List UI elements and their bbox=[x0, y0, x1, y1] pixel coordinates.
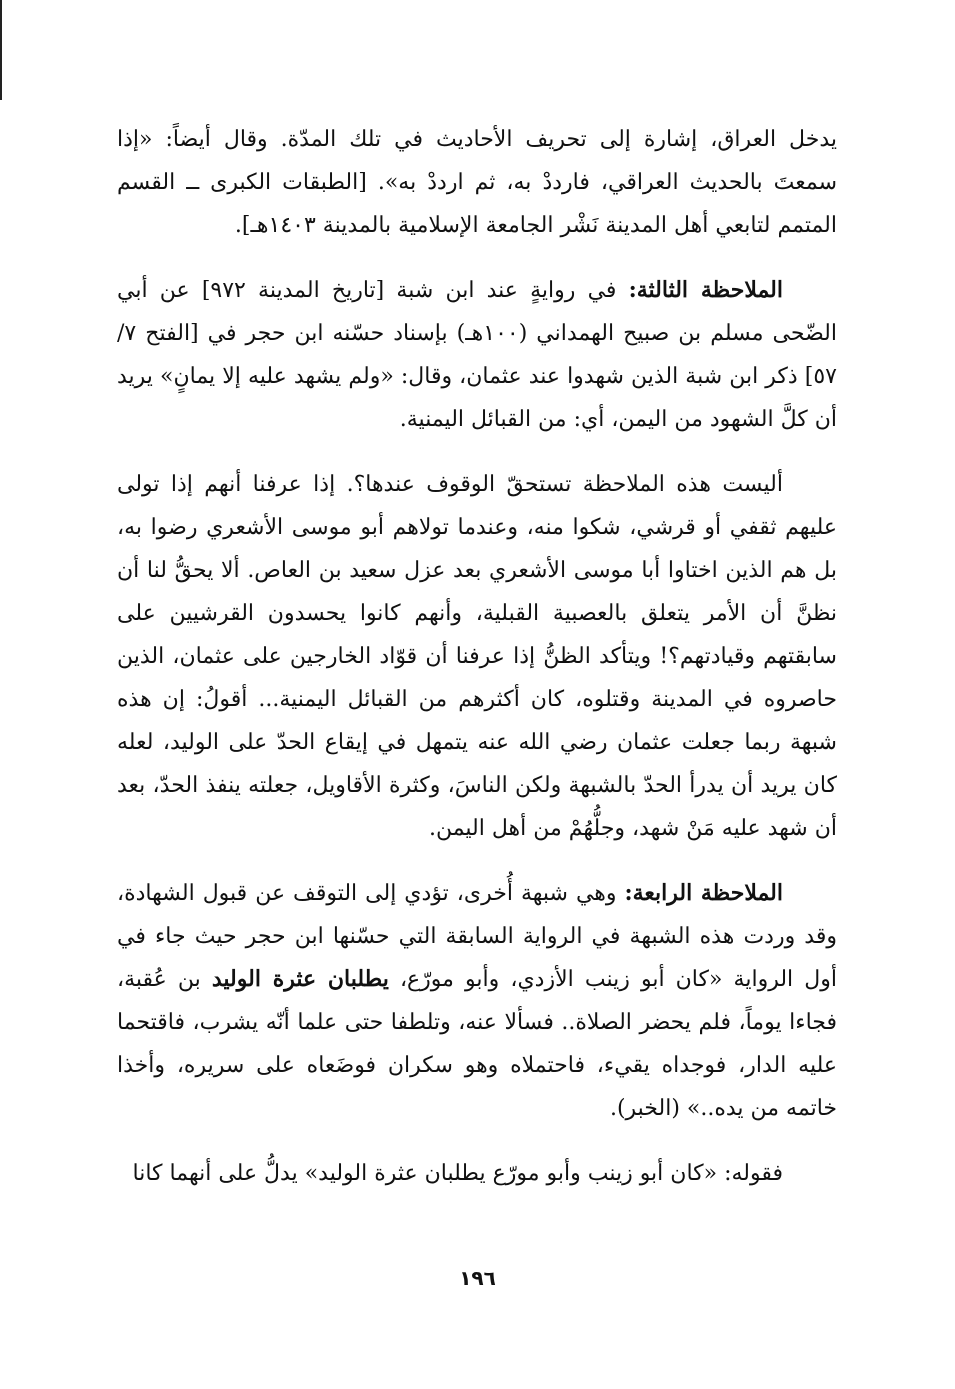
paragraph-third-note bbox=[117, 269, 837, 441]
paragraph-final bbox=[117, 1152, 837, 1195]
paragraph-text: وهي شبهة أُخرى، تؤدي إلى التوقف عن قبول الشهادة، وقد وردت هذه الشبهة في الرواية السابقة التي حسّنها ابن حجر حيث جاء في أول الرواية «كان أبو زينب الأزدي، وأبو مورّع، bbox=[117, 881, 837, 992]
page-number: ١٩٦ bbox=[459, 1266, 496, 1290]
paragraph-text: بن عُقبة، فجاءا يوماً، فلم يحضر الصلاة.. فسألا عنه، وتلطفا حتى علما أنّه يشرب، فاقتحما عليه الدار، فوجداه يقيء، فاحتملاه وهو سكران فوضَعاه على سريره، وأخذا خاتمه من يده..» (الخبر). bbox=[117, 967, 837, 1121]
paragraph-text: أليست هذه الملاحظة تستحقّ الوقوف عندها؟. إذا عرفنا أنهم إذا تولى عليهم ثقفي أو قرشي، شكوا منه، وعندما تولاهم أبو موسى الأشعري رضوا به، بل هم الذين اختاوا أبا موسى الأشعري بعد عزل سعيد بن العاص. ألا يحقُّ لنا أن نظنَّ أن الأمر يتعلق بالعصبية القبلية، وأنهم كانوا يحسدون القرشيين على سابقتهم وقيادتهم؟! ويتأكد الظنُّ إذا عرفنا أن قوّاد الخارجين على عثمان، الذين حاصروه في المدينة وقتلوه، كان أكثرهم من القبائل اليمنية... أقولُ: إن هذه شبهة ربما جعلت عثمان رضي الله عنه يتمهل في إيقاع الحدّ على الوليد، لعله كان يريد أن يدرأ الحدّ بالشبهة ولكن الناسَ، وكثرة الأقاويل، جعلته ينفذ الحدّ، بعد أن شهد عليه مَنْ شهد، وجلُّهُمْ من أهل اليمن. bbox=[117, 472, 837, 841]
emphasized-phrase: يطلبان عثرة الوليد bbox=[211, 966, 389, 992]
paragraph-text: يدخل العراق، إشارة إلى تحريف الأحاديث في تلك المدّة. وقال أيضاً: «إذا سمعتَ بالحديث العراقي، فارددْ به، ثم ارددْ به». [الطبقات الكبرى ــ القسم المتمم لتابعي أهل المدينة نَشْر الجامعة الإسلامية بالمدينة ١٤٠٣هـ]. bbox=[117, 127, 837, 238]
note-heading: الملاحظة الرابعة: bbox=[624, 880, 783, 906]
margin-rule bbox=[0, 0, 2, 100]
page-body bbox=[117, 118, 837, 1217]
paragraph-fourth-note bbox=[117, 872, 837, 1130]
paragraph-text: في روايةٍ عند ابن شبة [تاريخ المدينة ٩٧٢] عن أبي الضّحى مسلم بن صبيح الهمداني (١٠٠هـ) بإسناد حسّنه ابن حجر في [الفتح ٧/ ٥٧] ذكر ابن شبة الذين شهدوا عند عثمان، وقال: «ولم يشهد عليه إلا يمانٍ» يريد أن كلَّ الشهود من اليمن، أي: من القبائل اليمنية. bbox=[117, 278, 837, 432]
paragraph-text: فقوله: «كان أبو زينب وأبو مورّع يطلبان عثرة الوليد» يدلُّ على أنهما كانا bbox=[132, 1161, 783, 1186]
paragraph-continuation bbox=[117, 118, 837, 247]
paragraph-commentary bbox=[117, 463, 837, 850]
note-heading: الملاحظة الثالثة: bbox=[628, 277, 783, 303]
